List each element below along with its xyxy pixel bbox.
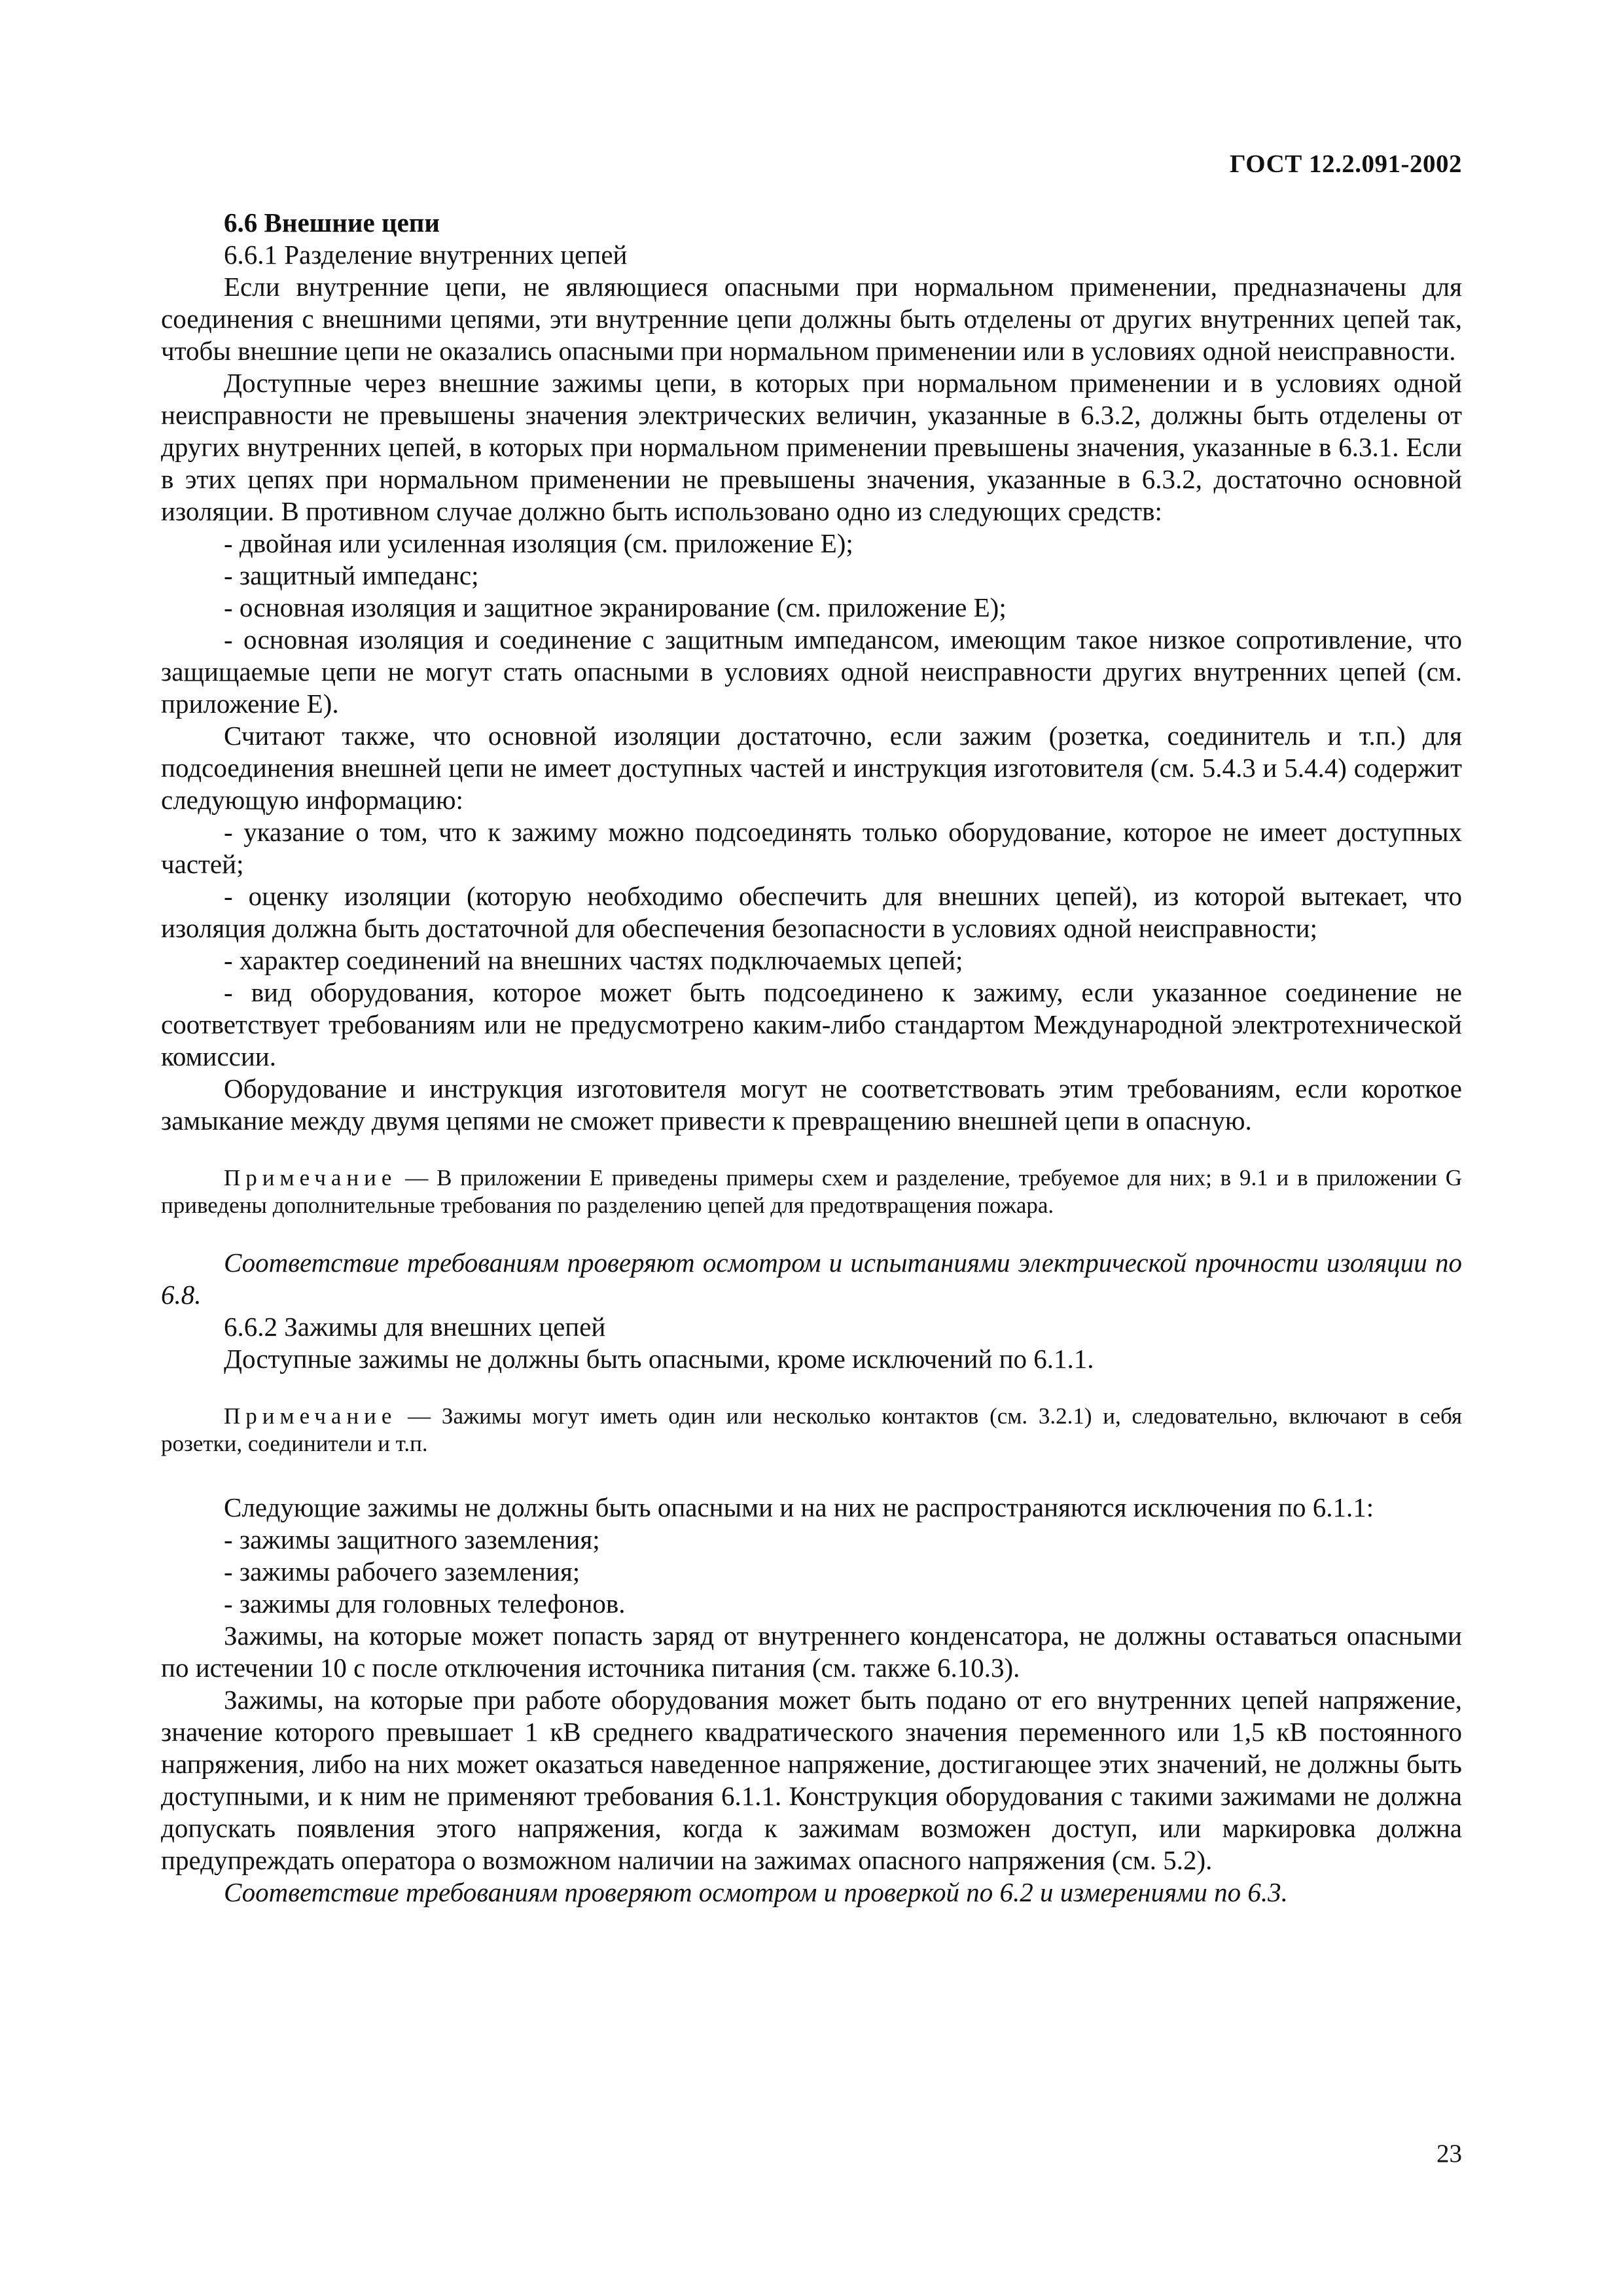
list-item: - указание о том, что к зажиму можно подсоединять только оборудование, которое не имеет доступных частей;: [161, 817, 1462, 879]
list-item: - оценку изоляции (которую необходимо обеспечить для внешних цепей), из которой вытекает, что изоляция должна быть достаточной для обеспечения безопасности в условиях одной неисправности;: [161, 881, 1462, 943]
list-item: - зажимы рабочего заземления;: [224, 1556, 580, 1587]
paragraph: Оборудование и инструкция изготовителя могут не соответствовать этим требованиям, если короткое замыкание между двумя цепями не сможет привести к превращению внешней цепи в опасную.: [161, 1073, 1462, 1136]
paragraph: Зажимы, на которые при работе оборудования может быть подано от его внутренних цепей напряжение, значение которого превышает 1 кВ среднего квадратического значения переменного или 1,5 кВ постоянного напряжения, либо на них может оказаться наведенное напряжение, достигающее этих значений, не должны быть доступными, и к ним не применяют требования 6.1.1. Конструкция оборудования с такими зажимами не должна допускать появления этого напряжения, когда к зажимам возможен доступ, или маркировка должна предупреждать оператора о возможном наличии на зажимах опасного напряжения (см. 5.2).: [161, 1685, 1462, 1875]
paragraph: Доступные через внешние зажимы цепи, в которых при нормальном применении и в условиях одной неисправности не превышены значения электрических величин, указанные в 6.3.2, должны быть отделены от других внутренних цепей, в которых при нормальном применении превышены значения, указанные в 6.3.1. Если в этих цепях при нормальном применении не превышены значения, указанные в 6.3.2, достаточно основной изоляции. В противном случае должно быть использовано одно из следующих средств:: [161, 368, 1462, 526]
note-label: Примечание: [224, 1403, 397, 1429]
paragraph: Если внутренние цепи, не являющиеся опасными при нормальном применении, предназначены для соединения с внешними цепями, эти внутренние цепи должны быть отделены от других внутренних цепей так, чтобы внешние цепи не оказались опасными при нормальном применении или в условиях одной неисправности.: [161, 272, 1462, 366]
page-body: [161, 207, 1462, 1909]
note-text: — В приложении Е приведены примеры схем и разделение, требуемое для них; в 9.1 и в приложении G приведены дополнительные требования по разделению цепей для предотвращения пожара.: [161, 1165, 1462, 1218]
page-number: 23: [1436, 2140, 1462, 2168]
list-item: - основная изоляция и защитное экранирование (см. приложение Е);: [224, 592, 1007, 622]
list-item: - характер соединений на внешних частях подключаемых цепей;: [224, 945, 963, 975]
list-item: - основная изоляция и соединение с защитным импедансом, имеющим такое низкое сопротивление, что защищаемые цепи не могут стать опасными в условиях одной неисправности других внутренних цепей (см. приложение Е).: [161, 624, 1462, 719]
list-item: - двойная или усиленная изоляция (см. приложение Е);: [224, 528, 853, 558]
document-standard-header: ГОСТ 12.2.091-2002: [1229, 150, 1462, 178]
subsection-title-6-6-1: 6.6.1 Разделение внутренних цепей: [224, 240, 628, 270]
subsection-title-6-6-2: 6.6.2 Зажимы для внешних цепей: [224, 1312, 606, 1342]
paragraph: Доступные зажимы не должны быть опасными, кроме исключений по 6.1.1.: [224, 1344, 1094, 1374]
list-item: - зажимы для головных телефонов.: [224, 1588, 626, 1619]
paragraph: Зажимы, на которые может попасть заряд от внутреннего конденсатора, не должны оставаться опасными по истечении 10 с после отключения источника питания (см. также 6.10.3).: [161, 1621, 1462, 1683]
note-1: [161, 1164, 1462, 1219]
compliance-statement-1: Соответствие требованиям проверяют осмотром и испытаниями электрической прочности изоляции по 6.8.: [161, 1247, 1462, 1310]
paragraph: Считают также, что основной изоляции достаточно, если зажим (розетка, соединитель и т.п.) для подсоединения внешней цепи не имеет доступных частей и инструкция изготовителя (см. 5.4.3 и 5.4.4) содержит следующую информацию:: [161, 721, 1462, 815]
list-item: - вид оборудования, которое может быть подсоединено к зажиму, если указанное соединение не соответствует требованиям или не предусмотрено каким-либо стандартом Международной электротехнической комиссии.: [161, 977, 1462, 1071]
paragraph: Следующие зажимы не должны быть опасными и на них не распространяются исключения по 6.1.1:: [224, 1492, 1374, 1522]
list-item: - зажимы защитного заземления;: [224, 1524, 600, 1554]
note-2: [161, 1403, 1462, 1458]
compliance-statement-2: Соответствие требованиям проверяют осмотром и проверкой по 6.2 и измерениями по 6.3.: [224, 1877, 1288, 1907]
list-item: - защитный импеданс;: [224, 560, 479, 590]
note-text: — Зажимы могут иметь один или несколько контактов (см. 3.2.1) и, следовательно, включают в себя розетки, соединители и т.п.: [161, 1403, 1462, 1456]
note-label: Примечание: [224, 1165, 397, 1191]
section-title: 6.6 Внешние цепи: [224, 207, 440, 238]
